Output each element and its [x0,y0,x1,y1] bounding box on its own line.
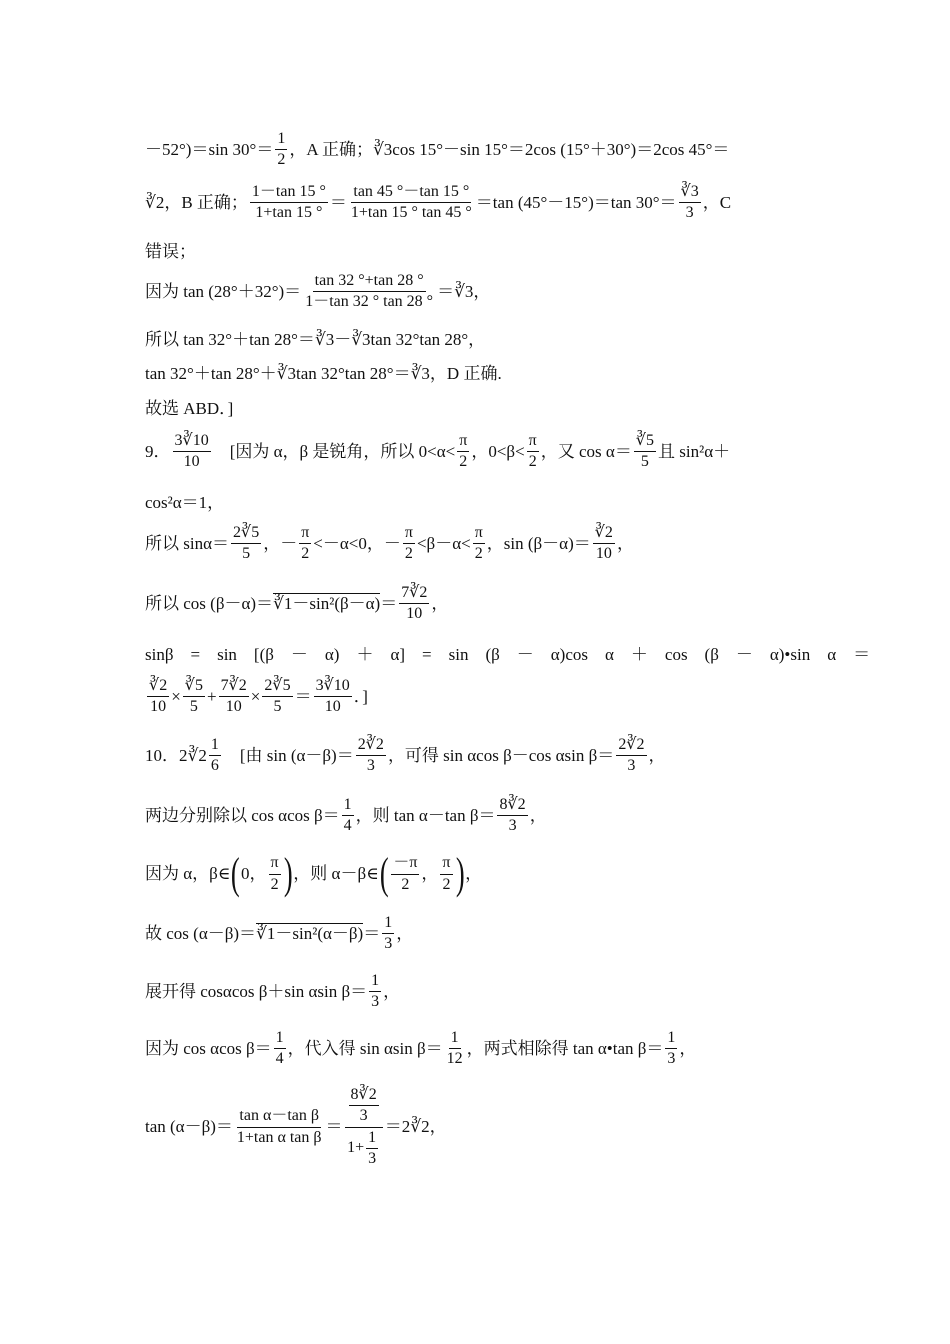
fraction-numerator: 1－tan 15 ° [250,183,328,203]
compound-fraction [345,1086,383,1169]
text-segment: ∛2，B 正确； [145,192,248,212]
text-segment: ＝2∛2， [384,1117,447,1137]
fraction [634,432,656,472]
fraction-denominator: 3 [667,1050,676,1068]
fraction-denominator: 2 [528,453,537,471]
fraction-numerator: 3∛10 [173,432,211,452]
fraction-denominator: 4 [343,817,352,835]
fraction-numerator: tan α－tan β [237,1107,321,1127]
fraction-numerator: π [299,524,311,544]
text-segment: ， [383,981,401,1001]
text-segment: ，又 cos α＝ [540,441,632,461]
fraction-numerator: ∛2 [147,677,169,697]
fraction-denominator: 3 [359,1107,368,1125]
fraction-numerator: 1 [209,736,221,756]
fraction [183,677,205,717]
fraction-denominator: 3 [384,935,393,953]
text-segment: ， [465,863,483,883]
fraction-denominator: 10 [595,545,612,563]
fraction-numerator: 8∛2 [349,1086,379,1106]
text-line-9 [145,493,810,513]
fraction-denominator: 2 [459,453,468,471]
fraction-denominator: 3 [368,1150,377,1168]
text-segment: 错误； [145,242,196,261]
text-segment: 所以 tan 32°＋tan 28°＝∛3－∛3tan 32°tan 28°， [145,330,486,349]
text-segment: <β－α< [416,533,471,553]
fraction-numerator: tan 45 °－tan 15 ° [351,183,471,203]
fraction-denominator: 10 [150,698,167,716]
fraction [356,736,386,776]
fraction-denominator: 1+tan 15 ° tan 45 ° [350,204,472,222]
fraction [440,854,452,894]
fraction-denominator: 5 [242,545,251,563]
fraction-denominator: 2 [474,545,483,563]
fraction-denominator: 3 [627,757,636,775]
text-segment: <－α<0，－ [313,533,401,553]
fraction [366,1129,378,1169]
times-sign: × [250,686,261,706]
fraction-denominator: 12 [446,1050,463,1068]
text-segment: ， [679,1038,697,1058]
text-segment: 展开得 cosαcos β＋sin αsin β＝ [145,981,368,1001]
fraction [665,1029,677,1069]
text-segment: ， [648,745,666,765]
text-segment: ＝ [363,923,381,943]
fraction-denominator: 6 [210,757,219,775]
fraction [231,524,261,564]
fraction [209,736,221,776]
text-segment: ＝ [380,593,398,613]
text-segment: 因为 tan (28°＋32°)＝ [145,281,302,301]
text-line-18 [145,972,810,1012]
fraction [274,1029,286,1069]
fraction-denominator: 3 [685,204,694,222]
text-segment: ， [616,533,634,553]
fraction [314,677,352,717]
fraction-denominator: 10 [225,698,242,716]
text-line-16 [145,849,810,898]
fraction-denominator: 3 [508,817,517,835]
fraction [616,736,646,776]
text-line-20 [145,1086,810,1169]
text-segment: 因为 cos αcos β＝ [145,1038,272,1058]
fraction-numerator: tan 32 °+tan 28 ° [313,272,426,292]
text-line-5 [145,330,810,350]
fraction [303,272,435,312]
fraction-denominator: 2 [277,151,286,169]
fraction [262,677,292,717]
text-segment: ， [396,923,414,943]
text-line-4 [145,272,810,312]
fraction-numerator: ∛3 [679,183,701,203]
fraction-numerator: π [473,524,485,544]
text-segment: 0， [241,863,267,883]
text-segment: ＝ [329,192,347,212]
fraction-numerator: 1 [369,972,381,992]
fraction-numerator: 8∛2 [497,796,527,816]
text-segment: ，sin (β－α)＝ [486,533,591,553]
text-segment: ， [529,805,547,825]
text-segment: [因为 α，β 是锐角，所以 0<α< [212,441,456,461]
text-segment: tan (α－β)＝ [145,1117,233,1137]
text-segment: ，A 正确；∛3cos 15°－sin 15°＝2cos (15°＋30°)＝2cos 45°＝ [289,139,730,159]
fraction [445,1029,465,1069]
fraction [342,796,354,836]
text-segment: ，可得 sin αcos β－cos αsin β＝ [387,745,615,765]
fraction-denominator: 1+tan 15 ° [255,204,323,222]
fraction [349,183,474,223]
text-segment: －52°)＝sin 30°＝ [145,139,274,159]
left-paren: ( [231,849,241,898]
text-segment: sinβ = sin [(β － α) ＋ α] = sin (β － α)cos α ＋ cos (β － α)•sin α ＝ [145,645,871,664]
text-segment: 所以 cos (β－α)＝ [145,593,274,613]
fraction [457,432,469,472]
fraction-denominator: 2 [270,875,279,893]
fraction [473,524,485,564]
text-segment: 所以 sinα＝ [145,533,229,553]
fraction-numerator: 7∛2 [219,677,249,697]
fraction [250,183,328,223]
fraction [497,796,527,836]
fraction-denominator: 5 [273,698,282,716]
right-paren: ) [283,849,293,898]
text-line-14 [145,736,810,776]
fraction-numerator: 1 [665,1029,677,1049]
text-segment: ，0<β< [471,441,525,461]
fraction-denominator: 1+tan α tan β [236,1128,322,1146]
fraction-numerator: π [457,432,469,452]
fraction-denominator: 5 [640,453,649,471]
text-segment: ， [431,593,449,613]
equals-sign: ＝ [294,686,312,706]
fraction-denominator: 3 [371,993,380,1011]
fraction-numerator: 3∛10 [314,677,352,697]
fraction-numerator: 1 [449,1029,461,1049]
text-segment: ，代入得 sin αsin β＝ [287,1038,443,1058]
fraction-denominator: 2 [442,875,451,893]
fraction-denominator: 1－tan 32 ° tan 28 ° [305,293,434,311]
text-segment: 因为 α，β∈ [145,863,231,883]
text-segment: 10．2∛2 [145,745,207,765]
text-segment: ，则 tan α－tan β＝ [355,805,496,825]
text-segment: 9． [145,441,171,461]
text-line-17 [145,914,810,954]
text-line-7 [145,399,810,419]
text-segment: ＝tan (45°－15°)＝tan 30°＝ [475,192,677,212]
fraction-numerator: 1 [382,914,394,934]
fraction-numerator: 1 [274,1029,286,1049]
radical-expression: ∛1－sin²(α－β) [256,924,364,944]
text-segment: ．] [353,686,368,706]
compound-numerator [345,1086,383,1128]
fraction-denominator: 2 [404,545,413,563]
text-line-1 [145,130,810,170]
fraction-denominator: 5 [189,698,198,716]
text-segment: 1+ [347,1139,365,1157]
text-line-11 [145,584,810,624]
text-segment: ＝ [325,1117,343,1137]
left-paren: ( [379,849,389,898]
fraction [593,524,615,564]
fraction-denominator: 10 [324,698,341,716]
fraction-numerator: 2∛2 [356,736,386,756]
fraction [147,677,169,717]
text-segment: [由 sin (α－β)＝ [222,745,354,765]
fraction [391,854,419,894]
text-segment: 两边分别除以 cos αcos β＝ [145,805,340,825]
text-line-8 [145,432,810,472]
fraction-numerator: ∛5 [634,432,656,452]
text-line-12 [145,645,871,665]
fraction-numerator: 2∛5 [262,677,292,697]
text-line-6 [145,364,810,384]
fraction-numerator: 1 [366,1129,378,1149]
fraction-numerator: π [440,854,452,874]
fraction-denominator: 10 [183,453,200,471]
text-line-15 [145,796,810,836]
radical-expression: ∛1－sin²(β－α) [273,594,381,614]
text-segment: cos²α＝1， [145,493,225,512]
fraction-numerator: ∛5 [183,677,205,697]
fraction [219,677,249,717]
fraction-numerator: π [403,524,415,544]
text-segment: ，C [702,192,732,212]
fraction-numerator: π [269,854,281,874]
fraction [399,584,429,624]
right-paren: ) [455,849,465,898]
text-segment: ，－ [263,533,298,553]
fraction-numerator: －π [391,854,419,874]
fraction-numerator: 2∛5 [231,524,261,544]
text-line-2 [145,183,810,223]
fraction-numerator: 7∛2 [399,584,429,604]
text-line-13 [145,677,810,717]
text-line-3 [145,242,810,262]
plus-sign: + [207,686,217,706]
text-segment: 且 sin²α＋ [658,441,731,461]
fraction [349,1086,379,1126]
fraction-denominator: 2 [401,875,410,893]
times-sign: × [171,686,181,706]
text-segment: ，则 α－β∈ [293,863,379,883]
fraction [403,524,415,564]
fraction [173,432,211,472]
fraction [527,432,539,472]
fraction [299,524,311,564]
fraction-denominator: 10 [406,605,423,623]
text-segment: tan 32°＋tan 28°＋∛3tan 32°tan 28°＝∛3，D 正确. [145,364,502,383]
fraction-denominator: 4 [275,1050,284,1068]
text-line-10 [145,524,810,564]
fraction-denominator: 2 [301,545,310,563]
text-segment: ，两式相除得 tan α•tan β＝ [466,1038,664,1058]
text-segment: 故选 ABD．] [145,399,234,418]
fraction-numerator: 1 [275,130,287,150]
fraction-numerator: 1 [342,796,354,816]
text-segment: 故 cos (α－β)＝ [145,923,257,943]
fraction-numerator: ∛2 [593,524,615,544]
text-line-19 [145,1029,810,1069]
fraction-numerator: π [527,432,539,452]
fraction [275,130,287,170]
text-segment: ， [421,863,439,883]
text-segment: ＝∛3， [437,281,491,301]
fraction [382,914,394,954]
fraction-denominator: 3 [366,757,375,775]
fraction [235,1107,324,1147]
fraction [269,854,281,894]
fraction-numerator: 2∛2 [616,736,646,756]
fraction [679,183,701,223]
fraction [369,972,381,1012]
compound-denominator [345,1128,382,1169]
